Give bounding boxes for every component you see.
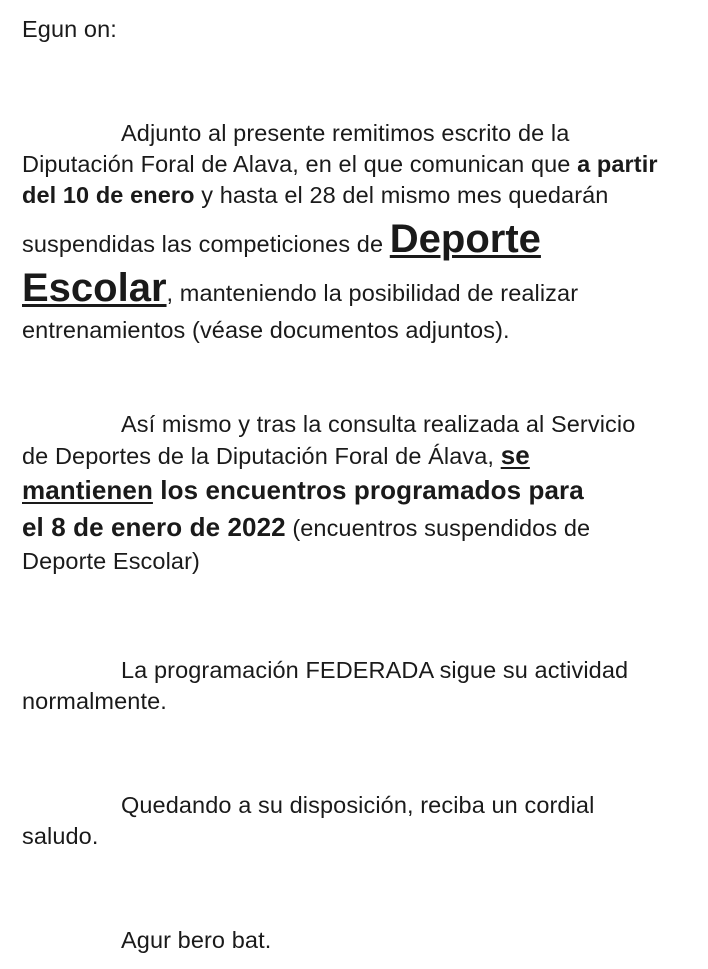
bold-text: a partir <box>577 151 658 177</box>
paragraph-line <box>22 655 690 686</box>
bold-date: el 8 de enero de 2022 <box>22 512 286 542</box>
text-run: de Deportes de la Diputación Foral de Álava, <box>22 443 501 469</box>
text-run: La programación FEDERADA sigue su actividad <box>121 657 629 683</box>
paragraph-line <box>22 686 690 717</box>
paragraph-farewell <box>22 790 690 852</box>
paragraph-line <box>22 790 690 821</box>
paragraph-matches-maintained <box>22 409 690 577</box>
paragraph-line <box>22 118 690 149</box>
greeting <box>22 14 117 45</box>
paragraph-line <box>22 266 690 315</box>
paragraph-line <box>22 509 690 546</box>
paragraph-federada <box>22 655 690 717</box>
paragraph-line <box>22 315 690 346</box>
text-run: Diputación Foral de Alava, en el que comunican que <box>22 151 578 177</box>
paragraph-line <box>22 821 690 852</box>
text-run: saludo. <box>22 823 99 849</box>
text-run: normalmente. <box>22 688 167 714</box>
text-run: entrenamientos (véase documentos adjuntos). <box>22 317 510 343</box>
emphasis-deporte: Deporte <box>389 217 541 261</box>
paragraph-line <box>22 546 690 577</box>
text-run: y hasta el 28 del mismo mes quedarán <box>194 182 609 208</box>
paragraph-line <box>22 217 690 266</box>
closing <box>22 925 690 956</box>
emphasis-escolar: Escolar <box>22 266 167 310</box>
paragraph-line <box>22 440 690 472</box>
text-run: , manteniendo la posibilidad de realizar <box>166 280 579 306</box>
bold-text: los encuentros programados para <box>152 475 584 505</box>
paragraph-line <box>22 180 690 211</box>
text-run: Deporte Escolar) <box>22 548 200 574</box>
text-run: suspendidas las competiciones de <box>22 231 390 257</box>
text-run: (encuentros suspendidos de <box>285 515 591 541</box>
emphasis-mantienen: mantienen <box>22 475 153 505</box>
paragraph-line <box>22 472 690 509</box>
closing-text: Agur bero bat. <box>121 927 272 953</box>
paragraph-line <box>22 149 690 180</box>
paragraph-line <box>22 925 690 956</box>
bold-text: del 10 de enero <box>22 182 195 208</box>
text-run: Quedando a su disposición, reciba un cordial <box>121 792 595 818</box>
text-run: Así mismo y tras la consulta realizada al Servicio <box>121 411 636 437</box>
emphasis-se: se <box>500 440 530 470</box>
text-run: Adjunto al presente remitimos escrito de la <box>121 120 570 146</box>
paragraph-line <box>22 409 690 440</box>
greeting-text: Egun on: <box>22 16 117 42</box>
paragraph-suspension-notice <box>22 118 690 346</box>
